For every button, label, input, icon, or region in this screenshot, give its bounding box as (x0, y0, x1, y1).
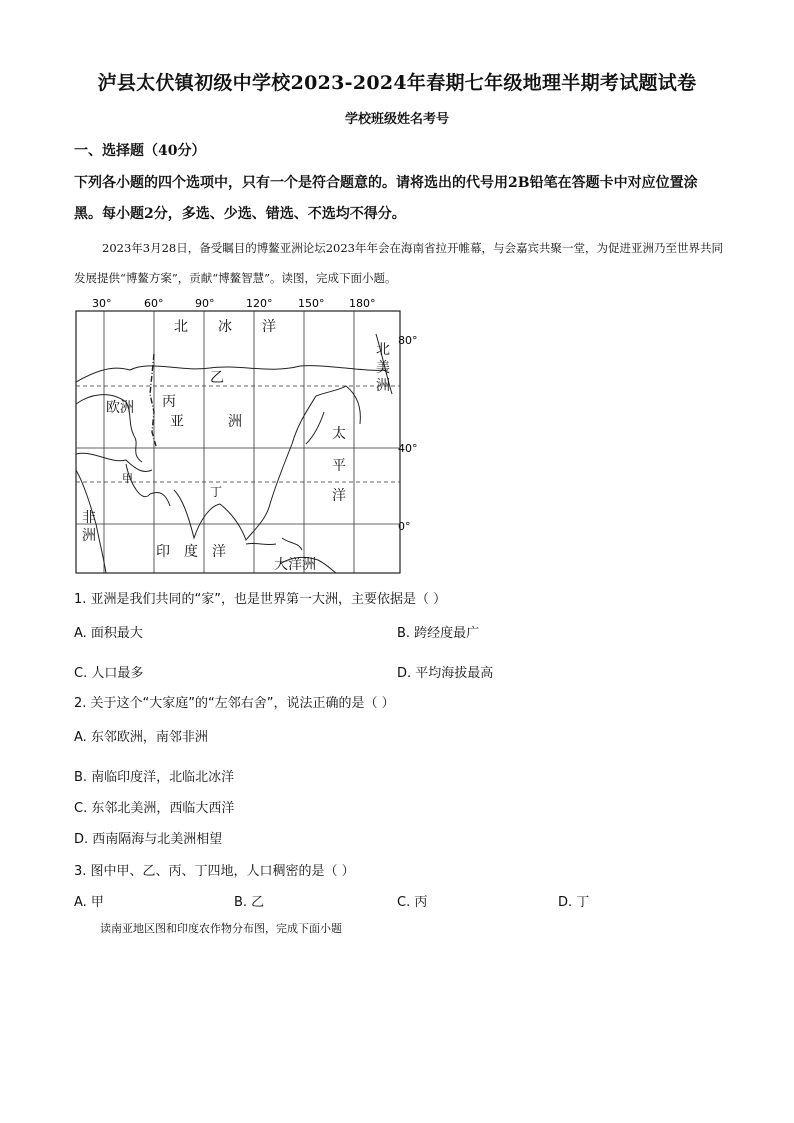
map-label-asia: 洲 (228, 414, 242, 430)
lat-label: 80° (398, 334, 418, 347)
map-label-pacific: 洋 (332, 488, 346, 504)
question-3-option-c[interactable]: C. 丙 (397, 895, 428, 910)
lon-label: 60° (144, 297, 164, 310)
question-1-option-c[interactable]: C. 人口最多 (74, 666, 144, 681)
map-label-indian-ocean: 度 (184, 544, 198, 560)
map-label-africa: 洲 (82, 528, 96, 544)
question-2-option-b[interactable]: B. 南临印度洋，北临北冰洋 (74, 770, 235, 785)
next-section-note: 读南亚地区图和印度农作物分布图，完成下面小题 (100, 922, 342, 935)
lon-label: 180° (349, 297, 376, 310)
lon-label: 120° (246, 297, 273, 310)
map-label-indian-ocean: 洋 (212, 544, 226, 560)
map-label-ding: 丁 (210, 485, 223, 499)
map-label-oceania: 大洋洲 (274, 557, 316, 573)
map-label-arctic: 冰 (218, 319, 232, 335)
page-title: 泸县太伏镇初级中学校2023-2024年春期七年级地理半期考试题试卷 (97, 72, 697, 94)
map-label-africa: 非 (82, 510, 96, 526)
question-2-stem: 2. 关于这个“大家庭”的“左邻右舍”，说法正确的是（ ） (74, 696, 395, 711)
question-1-option-b[interactable]: B. 跨经度最广 (397, 626, 480, 641)
europe-asia-boundary (150, 354, 156, 446)
lat-label: 0° (398, 520, 411, 533)
map-frame (76, 311, 400, 573)
question-1-stem: 1. 亚洲是我们共同的“家”，也是世界第一大洲，主要依据是（ ） (74, 592, 447, 607)
map-label-yi: 乙 (210, 370, 224, 386)
coastline-kamchatka (346, 386, 360, 424)
section-instruction: 下列各小题的四个选项中，只有一个是符合题意的。请将选出的代号用2B铅笔在答题卡中对应位置涂黑。每小题2分，多选、少选、错选、不选均不得分。 (74, 175, 698, 222)
coastline-east-asia (270, 386, 346, 504)
lon-label: 150° (298, 297, 325, 310)
question-3-stem: 3. 图中甲、乙、丙、丁四地，人口稠密的是（ ） (74, 864, 355, 879)
question-1-option-d[interactable]: D. 平均海拔最高 (397, 666, 494, 681)
coastline-arabia (126, 464, 170, 506)
map-label-north-america: 洲 (376, 378, 390, 394)
question-2-option-c[interactable]: C. 东邻北美洲，西临大西洋 (74, 801, 235, 816)
intro-paragraph: 2023年3月28日，备受瞩目的博鳌亚洲论坛2023年年会在海南省拉开帷幕，与会嘉宾共聚一堂，为促进亚洲乃至世界共同发展提供“博鳌方案”，贡献“博鳌智慧”。读图，完成下面小题。 (74, 241, 723, 285)
student-info-line: 学校班级姓名考号 (344, 112, 449, 127)
map-label-asia: 亚 (170, 414, 184, 430)
question-2-option-a[interactable]: A. 东邻欧洲，南邻非洲 (74, 730, 208, 745)
coastline-mediterranean (76, 453, 152, 471)
question-2-option-d[interactable]: D. 西南隔海与北美洲相望 (74, 832, 223, 847)
map-label-pacific: 太 (332, 426, 346, 442)
map-label-europe: 欧洲 (106, 400, 134, 416)
map-label-arctic: 北 (174, 319, 188, 335)
question-3-option-a[interactable]: A. 甲 (74, 895, 104, 910)
lat-label: 40° (398, 442, 418, 455)
asia-map-figure (70, 294, 430, 580)
map-label-north-america: 北 (376, 342, 390, 358)
coastline-southeast-asia (220, 504, 270, 540)
question-3-option-b[interactable]: B. 乙 (234, 895, 265, 910)
map-label-bing: 丙 (162, 394, 176, 410)
map-label-jia: 甲 (122, 472, 133, 485)
section-heading: 一、选择题（40分） (74, 143, 206, 159)
question-3-option-d[interactable]: D. 丁 (558, 895, 590, 910)
map-label-north-america: 美 (376, 360, 390, 376)
coastline-north (76, 366, 388, 382)
coastline-japan (306, 412, 324, 444)
map-label-pacific: 平 (332, 458, 346, 474)
map-label-arctic: 洋 (262, 319, 276, 335)
lon-label: 90° (195, 297, 215, 310)
question-1-option-a[interactable]: A. 面积最大 (74, 626, 143, 641)
lon-label: 30° (92, 297, 112, 310)
map-label-indian-ocean: 印 (156, 544, 170, 560)
